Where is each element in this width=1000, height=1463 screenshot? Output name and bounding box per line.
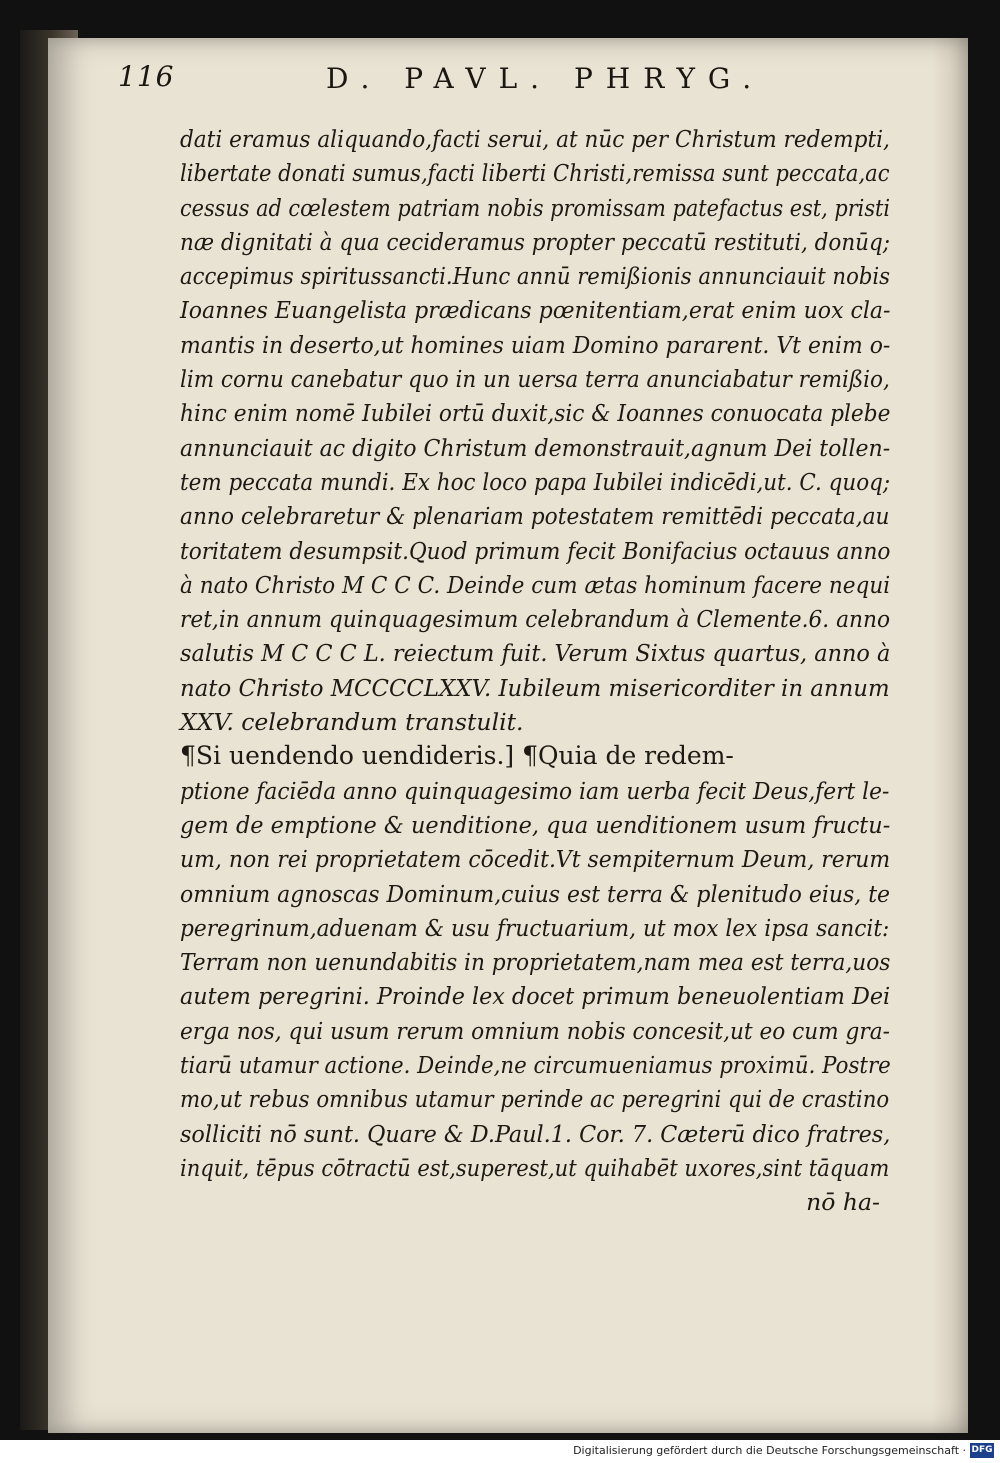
catchword: nō ha- <box>806 1188 880 1217</box>
text-line: omnium agnoscas Dominum,cuius est terra & plenitudo eius, te <box>180 879 891 908</box>
text-line: mo,ut rebus omnibus utamur perinde ac peregrini qui de crastino <box>180 1085 890 1114</box>
text-line: Ioannes Euangelista prædicans pœnitentiam,erat enim uox cla- <box>180 296 891 325</box>
text-line: tem peccata mundi. Ex hoc loco papa Iubilei indicēdi,ut. C. quoq; <box>180 467 891 496</box>
text-line: libertate donati sumus,facti liberti Christi,remissa sunt peccata,ac <box>180 159 890 188</box>
text-line: nato Christo MCCCCLXXV. Iubileum misericorditer in annum <box>180 673 890 702</box>
text-line: hinc enim nomē Iubilei ortū duxit,sic & Ioannes conuocata plebe <box>180 399 891 428</box>
text-line: tiarū utamur actione. Deinde,ne circumueniamus proximū. Postre <box>180 1051 891 1080</box>
text-line: næ dignitati à qua cecideramus propter peccatū restituti, donūq; <box>180 227 890 256</box>
text-line: erga nos, qui usum rerum omnium nobis concesit,ut eo cum gra- <box>180 1016 890 1045</box>
text-line: ret,in annum quinquagesimum celebrandum à Clemente.6. anno <box>180 605 891 634</box>
page-header <box>118 60 938 110</box>
text-line: XXV. celebrandum transtulit. <box>180 708 524 737</box>
text-line: toritatem desumpsit.Quod primum fecit Bonifacius octauus anno <box>180 536 891 565</box>
text-line: ¶Si uendendo uendideris.] ¶Quia de redem- <box>180 741 734 771</box>
text-line: um, non rei proprietatem cōcedit.Vt sempiternum Deum, rerum <box>180 845 891 874</box>
page-edge-shadow <box>932 38 968 1433</box>
text-line: gem de emptione & uenditione, qua uenditionem usum fructu- <box>180 810 891 839</box>
funding-credit: Digitalisierung gefördert durch die Deutsche Forschungsgemeinschaft · <box>573 1444 966 1457</box>
body-text <box>180 122 890 1220</box>
dfg-logo[interactable]: DFG <box>970 1443 994 1458</box>
text-line: cessus ad cœlestem patriam nobis promissam patefactus est, pristi <box>180 193 891 222</box>
text-line: lim cornu canebatur quo in un uersa terra anunciabatur remißio, <box>180 365 890 394</box>
text-line: anno celebraretur & plenariam potestatem remittēdi peccata,au <box>180 502 890 531</box>
text-line: dati eramus aliquando,facti serui, at nūc per Christum redempti, <box>180 125 890 153</box>
text-line: mantis in deserto,ut homines uiam Domino pararent. Vt enim o- <box>180 330 891 359</box>
page-number: 116 <box>118 60 175 93</box>
text-line: inquit, tēpus cōtractū est,superest,ut quihabēt uxores,sint tāquam <box>180 1153 890 1182</box>
footer-bar <box>0 1440 1000 1463</box>
text-line: accepimus spiritussancti.Hunc annū remißionis annunciauit nobis <box>180 262 891 291</box>
text-line: salutis M C C C L. reiectum fuit. Verum Sixtus quartus, anno à <box>180 639 891 668</box>
text-line: peregrinum,aduenam & usu fructuarium, ut mox lex ipsa sancit: <box>180 913 890 942</box>
text-line: ptione faciēda anno quinquagesimo iam uerba fecit Deus,fert le- <box>180 776 890 805</box>
text-line: Terram non uenundabitis in proprietatem,nam mea est terra,uos <box>180 948 891 977</box>
text-line: autem peregrini. Proinde lex docet primum beneuolentiam Dei <box>180 982 891 1011</box>
text-line: solliciti nō sunt. Quare & D.Paul.1. Cor. 7. Cæterū dico fratres, <box>180 1119 891 1148</box>
text-line: annunciauit ac digito Christum demonstrauit,agnum Dei tollen- <box>180 433 891 462</box>
running-title: D. PAVL. PHRYG. <box>326 62 765 95</box>
text-line: à nato Christo M C C C. Deinde cum ætas hominum facere nequi <box>180 570 891 599</box>
